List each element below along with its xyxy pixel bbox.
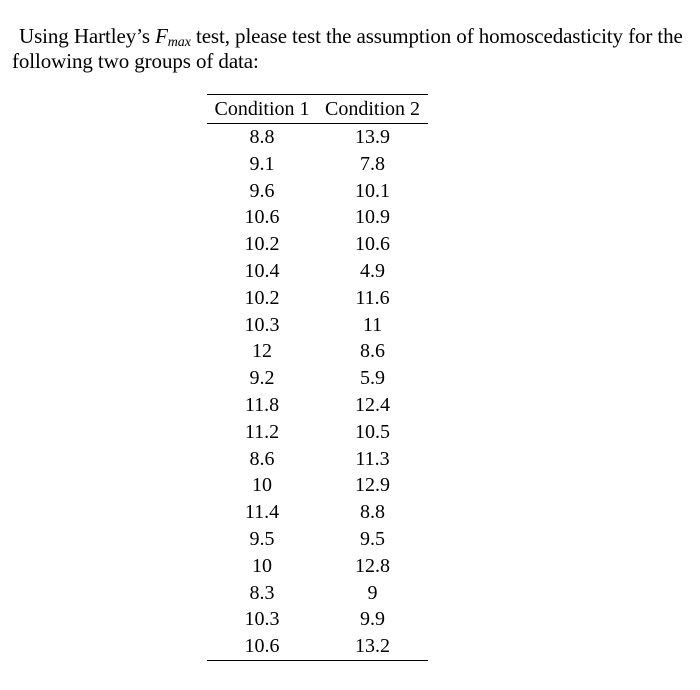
table-cell: 11.2 [244,420,280,443]
table-cell: 10.3 [244,608,280,631]
table-cell: 9.2 [249,367,275,390]
table-cell: 10.5 [355,420,390,443]
table-cell: 8.6 [360,340,385,363]
table-cell: 8.8 [249,126,275,148]
table-cell: 11.4 [244,501,280,524]
table-row [207,633,428,660]
table-cell: 10.6 [244,206,280,229]
table-cell: 12.9 [355,474,390,497]
table-cell: 5.9 [360,367,385,390]
question-line-1 [12,24,692,49]
question-text-before: Using Hartley’s [19,24,156,48]
table-row [207,204,428,231]
table-cell: 9 [367,581,378,604]
table-cell: 12.4 [355,393,390,416]
table-cell: 10.3 [244,313,280,336]
table-body [207,124,428,661]
table-cell: 8.8 [360,501,385,524]
table-row [207,124,428,151]
data-table-container [207,94,428,661]
table-cell: 10.6 [244,635,280,658]
table-cell: 4.9 [360,259,385,282]
column-header-condition-2: Condition 2 [324,97,420,120]
column-header-condition-1: Condition 1 [214,97,310,120]
f-max-symbol: $F_{max}$ [155,24,191,50]
table-cell: 9.1 [249,152,275,175]
table-row [207,472,428,499]
table-cell: 10.2 [244,286,280,309]
table-cell: 10 [252,554,272,577]
table-cell: 10.2 [244,233,280,256]
table-cell: 10.6 [355,233,390,256]
table-cell: 10.9 [355,206,390,229]
table-row [207,392,428,419]
table-cell: 10.4 [244,259,280,282]
table-row [207,338,428,365]
table-cell: 13.9 [355,126,390,148]
table-cell: 7.8 [360,152,385,175]
f-max-subscript: max [167,35,191,50]
table-row [207,499,428,526]
table-cell: 10 [252,474,272,497]
table-row [207,285,428,312]
table-cell: 9.6 [249,179,275,202]
table-cell: 9.5 [249,527,275,550]
table-row [207,580,428,607]
table-row [207,312,428,339]
table-row [207,419,428,446]
table-row [207,258,428,285]
table-cell: 11 [362,313,383,336]
table-cell: 9.5 [360,527,385,550]
table-cell: 13.2 [355,635,390,658]
table-cell: 12 [252,340,272,363]
table-cell: 8.6 [249,447,275,470]
table-row [207,365,428,392]
table-row [207,606,428,633]
question-text-after: test, please test the assumption of homoscedasticity for the [190,24,683,48]
table-cell: 11.3 [355,447,390,470]
table-cell: 11.6 [355,286,390,309]
table-row [207,446,428,473]
question-line-2: following two groups of data: [12,49,259,73]
table-row [207,151,428,178]
table-row [207,553,428,580]
table-cell: 11.8 [244,393,280,416]
table-cell: 9.9 [360,608,385,631]
table-cell: 12.8 [355,554,390,577]
header-row [207,95,428,124]
table-row [207,178,428,205]
question-prompt [12,24,692,74]
table-header [207,95,428,124]
table-row [207,526,428,553]
data-table [207,94,428,661]
table-cell: 10.1 [355,179,390,202]
table-row [207,231,428,258]
table-cell: 8.3 [249,581,275,604]
